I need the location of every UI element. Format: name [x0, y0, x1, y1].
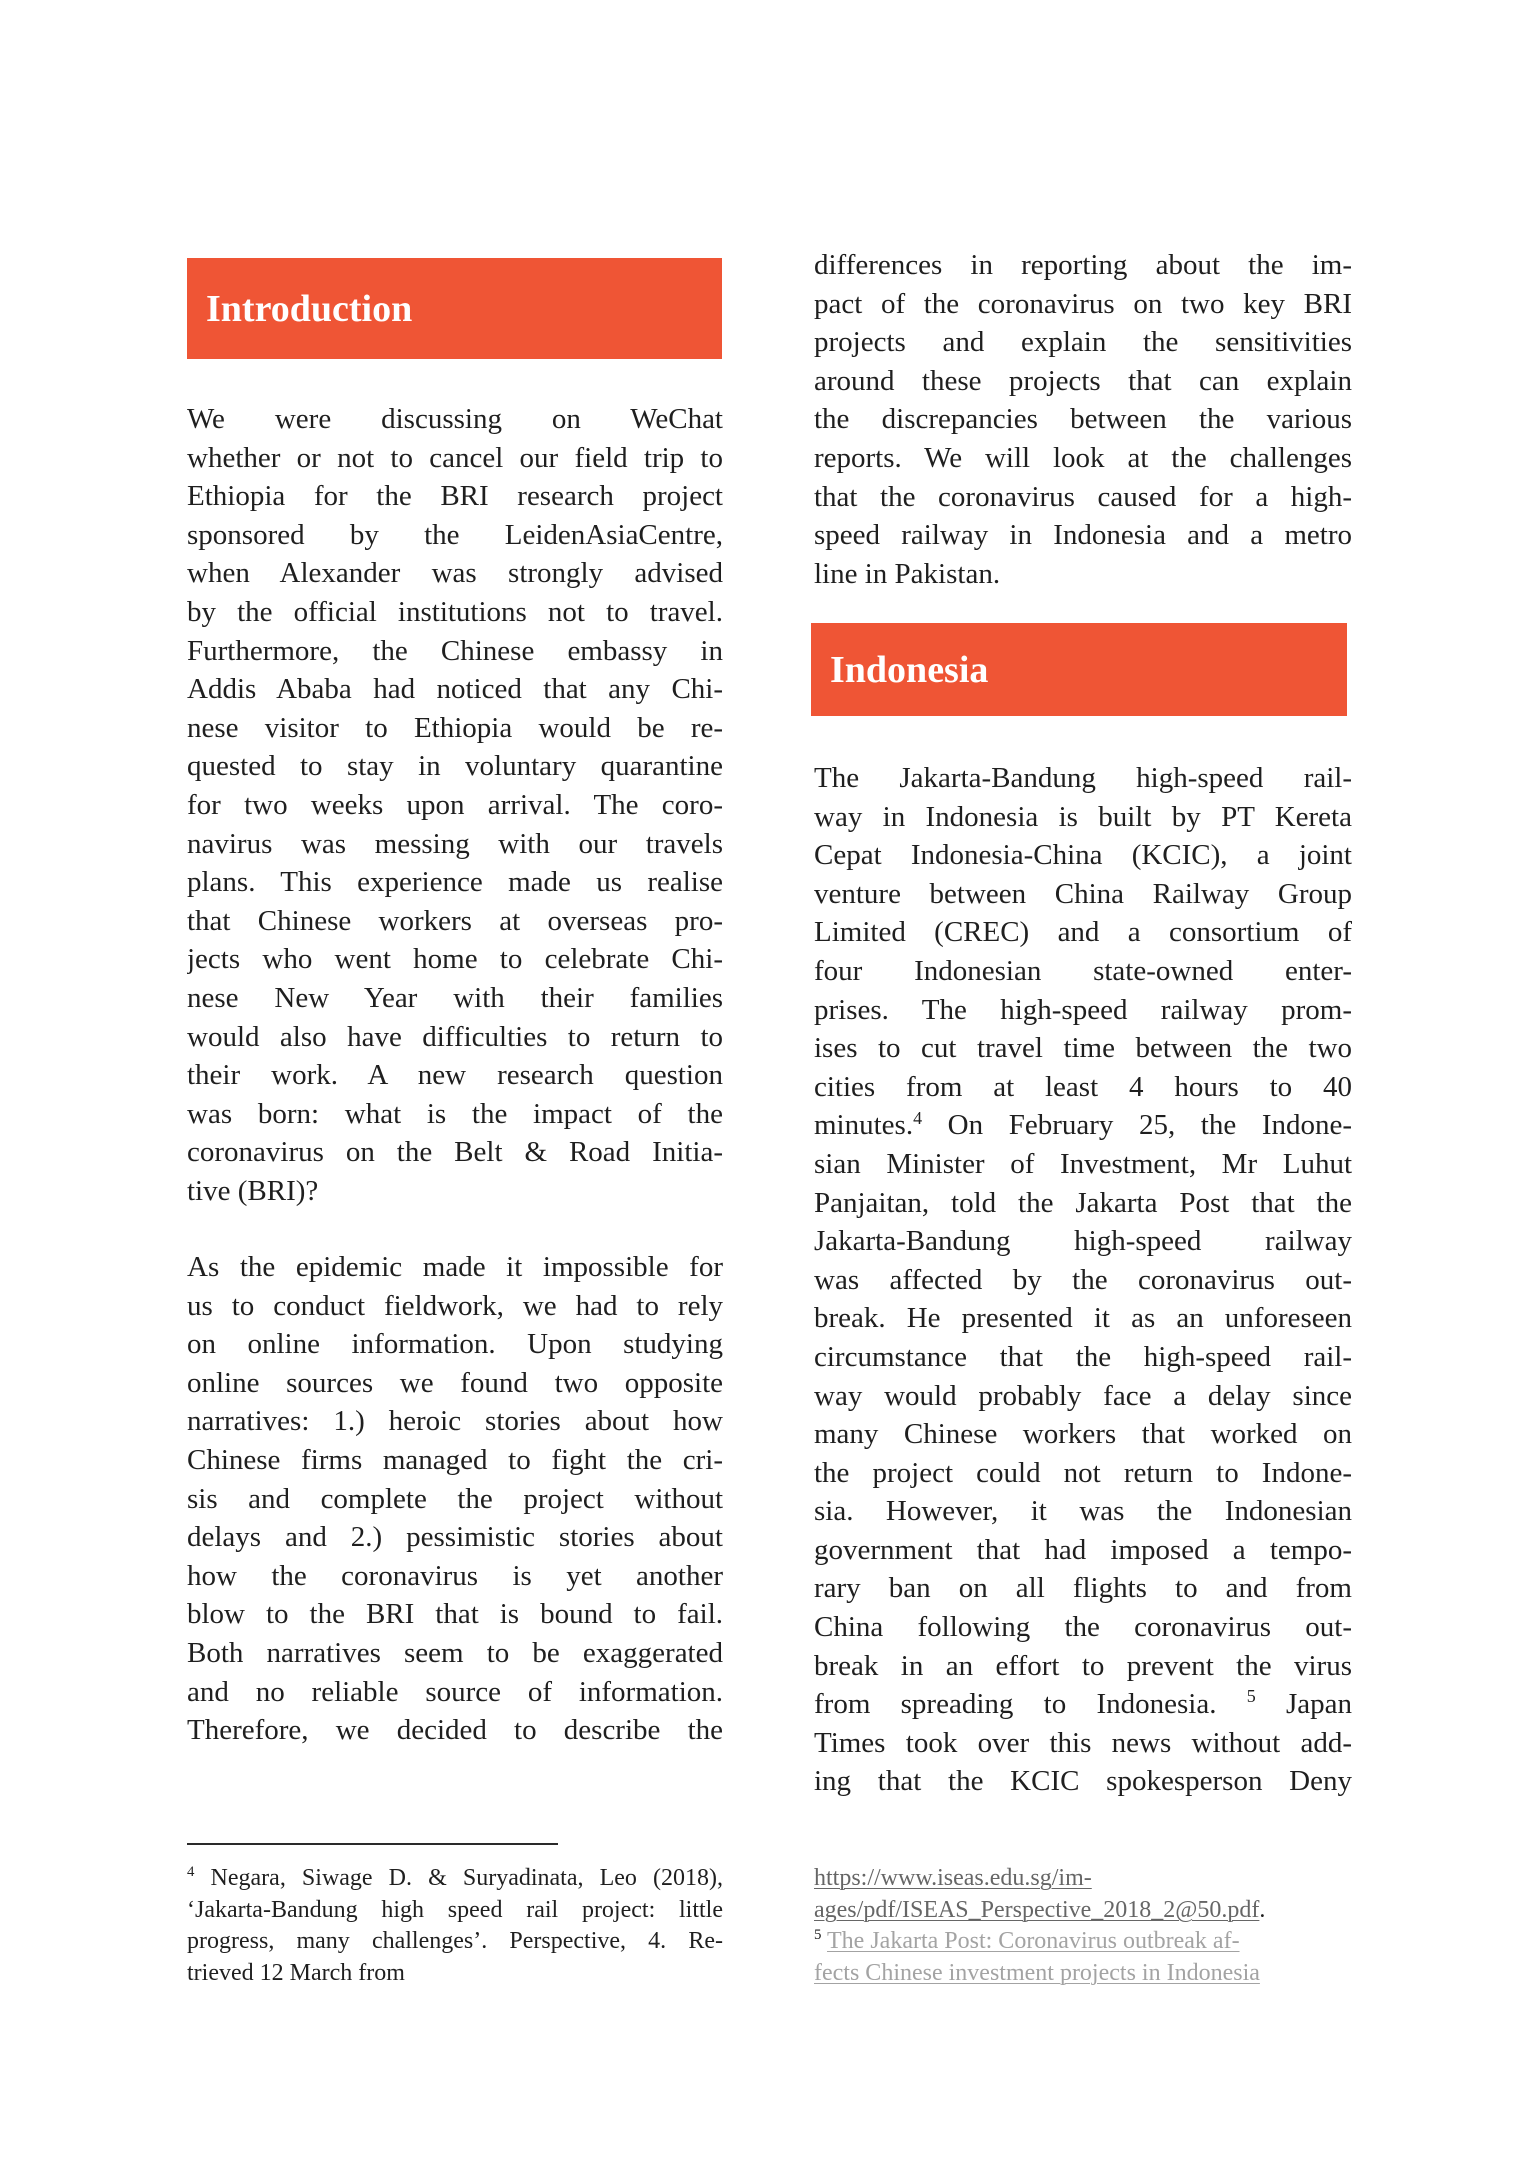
- section-banner-introduction: [187, 258, 722, 359]
- footnote-line: [814, 1895, 1352, 1927]
- text-line: online sources we found two opposite: [187, 1366, 723, 1399]
- text-line: ises to cut travel time between the two: [814, 1032, 1352, 1065]
- footnote-line: [187, 1863, 723, 1895]
- text-line: break. He presented it as an unforeseen: [814, 1302, 1352, 1335]
- paragraph-introduction-1: [187, 400, 723, 1210]
- text-line: circumstance that the high-speed rail-: [814, 1340, 1352, 1373]
- footnote-reference: 5: [1246, 1686, 1256, 1707]
- text-line: narratives: 1.) heroic stories about how: [187, 1405, 723, 1438]
- text-line: sia. However, it was the Indonesian: [814, 1495, 1352, 1528]
- text-line: speed railway in Indonesia and a metro: [814, 519, 1352, 552]
- text-line: Times took over this news without add-: [814, 1726, 1352, 1759]
- text-line: As the epidemic made it impossible for: [187, 1251, 723, 1283]
- text-line: jects who went home to celebrate Chi-: [187, 943, 723, 976]
- text-line: The Jakarta-Bandung high-speed rail-: [814, 762, 1352, 794]
- text-line: when Alexander was strongly advised: [187, 557, 723, 590]
- text-line: Therefore, we decided to describe the: [187, 1714, 723, 1747]
- text-line: Both narratives seem to be exaggerated: [187, 1636, 723, 1669]
- footnote-separator: [187, 1843, 558, 1845]
- text-line: delays and 2.) pessimistic stories about: [187, 1521, 723, 1554]
- text-line: coronavirus on the Belt & Road Initia-: [187, 1136, 723, 1169]
- text-line: Jakarta-Bandung high-speed railway: [814, 1225, 1352, 1258]
- text-line: sponsored by the LeidenAsiaCentre,: [187, 518, 723, 551]
- text-line: reports. We will look at the challenges: [814, 441, 1352, 474]
- text-line: We were discussing on WeChat: [187, 403, 723, 435]
- section-title: Indonesia: [830, 648, 989, 691]
- footnote-number: 4: [187, 1864, 195, 1881]
- footnote-link[interactable]: The Jakarta Post: Coronavirus outbreak af-: [827, 1928, 1240, 1954]
- text-segment: .: [1259, 1896, 1266, 1923]
- paragraph-introduction-2-continued: [814, 246, 1352, 593]
- text-line: Addis Ababa had noticed that any Chi-: [187, 673, 723, 706]
- footnote-number: 5: [814, 1927, 822, 1944]
- footnote-4: [187, 1863, 723, 1989]
- text-line: for two weeks upon arrival. The coro-: [187, 788, 723, 821]
- text-line: quested to stay in voluntary quarantine: [187, 750, 723, 783]
- text-segment: On February 25, the Indone-: [947, 1109, 1352, 1142]
- footnote-line: [814, 1863, 1352, 1895]
- text-segment: Japan: [1285, 1688, 1352, 1721]
- footnote-link[interactable]: https://www.iseas.edu.sg/im-: [814, 1865, 1092, 1891]
- text-line: was born: what is the impact of the: [187, 1097, 723, 1130]
- text-line: Ethiopia for the BRI research project: [187, 480, 723, 513]
- text-line: government that had imposed a tempo-: [814, 1533, 1352, 1566]
- text-line: way in Indonesia is built by PT Kereta: [814, 800, 1352, 833]
- text-line: line in Pakistan.: [814, 557, 1001, 590]
- text-line: Furthermore, the Chinese embassy in: [187, 634, 723, 667]
- section-title: Introduction: [206, 287, 413, 330]
- footnote-link[interactable]: fects Chinese investment projects in Indonesia: [814, 1959, 1260, 1986]
- text-line: that the coronavirus caused for a high-: [814, 480, 1352, 513]
- text-line: many Chinese workers that worked on: [814, 1418, 1352, 1451]
- text-line: Cepat Indonesia-China (KCIC), a joint: [814, 839, 1352, 872]
- text-line: projects and explain the sensitivities: [814, 326, 1352, 359]
- section-banner-indonesia: [811, 623, 1347, 716]
- footnote-line: [814, 1926, 1352, 1958]
- footnote-reference: 4: [913, 1107, 923, 1128]
- footnotes-right: [814, 1863, 1352, 1989]
- text-line: Panjaitan, told the Jakarta Post that the: [814, 1186, 1352, 1219]
- text-segment: minutes.: [814, 1109, 914, 1142]
- text-line: tive (BRI)?: [187, 1174, 319, 1207]
- footnote-line: ‘Jakarta-Bandung high speed rail project: little: [187, 1896, 723, 1923]
- text-line: sian Minister of Investment, Mr Luhut: [814, 1147, 1352, 1180]
- text-line: us to conduct fieldwork, we had to rely: [187, 1289, 723, 1322]
- text-line: ing that the KCIC spokesperson Deny: [814, 1765, 1352, 1798]
- text-line: how the coronavirus is yet another: [187, 1559, 723, 1592]
- text-line: nese New Year with their families: [187, 981, 723, 1014]
- text-line: blow to the BRI that is bound to fail.: [187, 1598, 723, 1631]
- text-line: by the official institutions not to travel.: [187, 595, 723, 628]
- text-line: was affected by the coronavirus out-: [814, 1263, 1352, 1296]
- text-line: whether or not to cancel our field trip to: [187, 441, 723, 474]
- text-segment: from spreading to Indonesia.: [814, 1688, 1217, 1721]
- text-line: and no reliable source of information.: [187, 1675, 723, 1708]
- text-line: would also have difficulties to return to: [187, 1020, 723, 1053]
- text-line: break in an effort to prevent the virus: [814, 1649, 1352, 1682]
- text-line: rary ban on all flights to and from: [814, 1572, 1352, 1605]
- text-line: pact of the coronavirus on two key BRI: [814, 287, 1352, 320]
- text-line: around these projects that can explain: [814, 364, 1352, 397]
- text-line: four Indonesian state-owned enter-: [814, 954, 1352, 987]
- text-line: that Chinese workers at overseas pro-: [187, 904, 723, 937]
- footnote-line: progress, many challenges’. Perspective, 4. Re-: [187, 1928, 723, 1954]
- text-line: China following the coronavirus out-: [814, 1611, 1352, 1644]
- text-line: sis and complete the project without: [187, 1482, 723, 1515]
- paragraph-introduction-2: [187, 1248, 723, 1750]
- footnote-link[interactable]: ages/pdf/ISEAS_Perspective_2018_2@50.pdf: [814, 1896, 1260, 1923]
- text-segment: Negara, Siwage D. & Suryadinata, Leo (2018),: [210, 1865, 723, 1891]
- text-line: the discrepancies between the various: [814, 403, 1352, 436]
- text-line: on online information. Upon studying: [187, 1328, 723, 1361]
- text-line: navirus was messing with our travels: [187, 827, 723, 860]
- text-line: Chinese firms managed to fight the cri-: [187, 1443, 723, 1476]
- footnote-line: [814, 1958, 1352, 1990]
- text-line: [814, 1685, 1352, 1724]
- footnote-line: trieved 12 March from: [187, 1959, 405, 1986]
- text-line: their work. A new research question: [187, 1059, 723, 1092]
- text-line: [814, 1106, 1352, 1145]
- text-line: differences in reporting about the im-: [814, 249, 1352, 281]
- text-line: cities from at least 4 hours to 40: [814, 1070, 1352, 1103]
- text-line: Limited (CREC) and a consortium of: [814, 916, 1352, 949]
- text-line: way would probably face a delay since: [814, 1379, 1352, 1412]
- text-line: venture between China Railway Group: [814, 877, 1352, 910]
- text-line: plans. This experience made us realise: [187, 866, 723, 899]
- text-line: the project could not return to Indone-: [814, 1456, 1352, 1489]
- text-line: nese visitor to Ethiopia would be re-: [187, 711, 723, 744]
- paragraph-indonesia: [814, 759, 1352, 1801]
- text-line: prises. The high-speed railway prom-: [814, 993, 1352, 1026]
